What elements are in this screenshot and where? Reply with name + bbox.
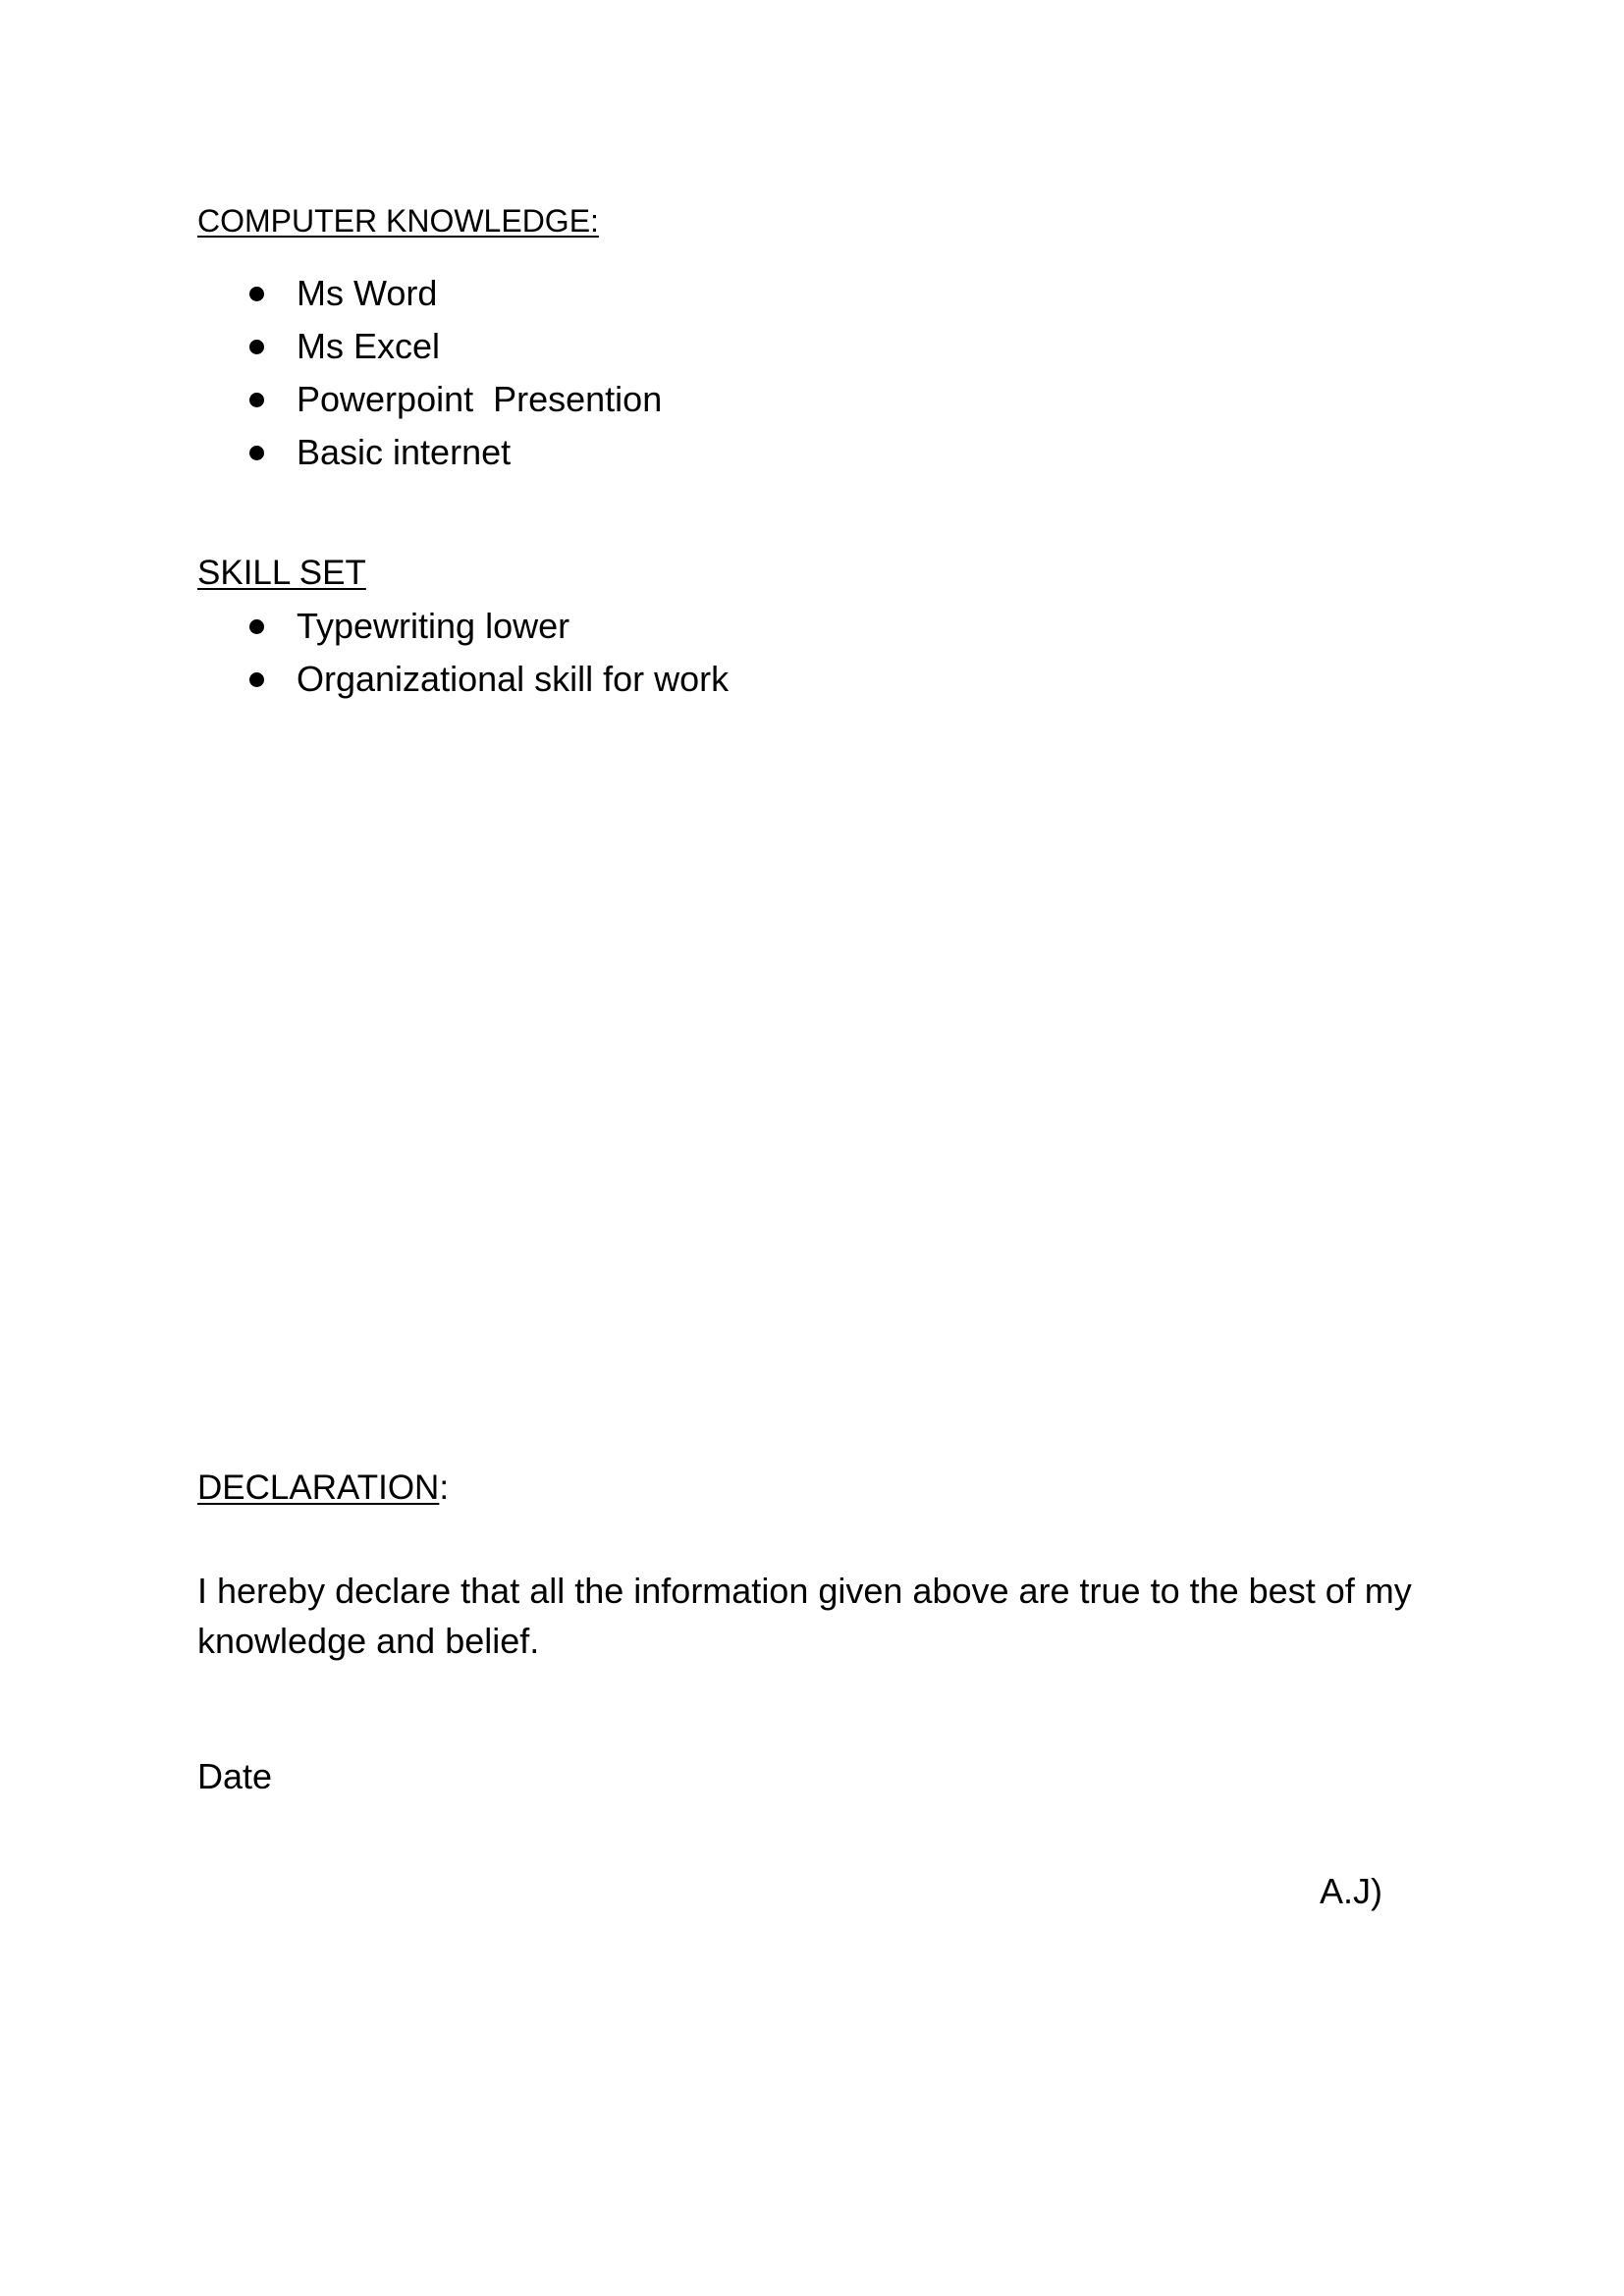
list-item-text: Powerpoint Presention [297, 379, 663, 419]
bullet-icon [249, 446, 264, 460]
list-item-text: Typewriting lower [297, 606, 570, 646]
bullet-icon [249, 393, 264, 407]
signature-text: A.J) [1320, 1871, 1383, 1911]
skill-set-heading: SKILL SET [197, 554, 366, 592]
list-item-text: Ms Word [297, 273, 438, 313]
computer-knowledge-list [245, 267, 663, 479]
list-item [245, 267, 438, 320]
declaration-heading [197, 1468, 449, 1508]
list-item [245, 426, 512, 479]
bullet-icon [249, 287, 264, 301]
skill-set-list [245, 600, 730, 706]
bullet-icon [249, 672, 264, 687]
date-label-fragment: Date [197, 1756, 273, 1796]
computer-knowledge-heading: COMPUTER KNOWLEDGE: [197, 203, 599, 239]
list-item [245, 373, 663, 426]
list-item [245, 653, 730, 706]
declaration-heading-text: DECLARATION [197, 1468, 440, 1507]
list-item-text: Organizational skill for work [297, 659, 730, 699]
declaration-colon: : [439, 1468, 450, 1507]
list-item-text: Ms Excel [297, 326, 441, 366]
bullet-icon [249, 340, 264, 354]
bullet-icon [249, 619, 264, 634]
list-item-text: Basic internet [297, 432, 512, 472]
declaration-text: I hereby declare that all the information given above are true to the best of my knowledge and belief. [197, 1571, 1412, 1661]
signature-name-fragment [1320, 1871, 1396, 1915]
list-item [245, 600, 570, 653]
list-item [245, 320, 441, 373]
